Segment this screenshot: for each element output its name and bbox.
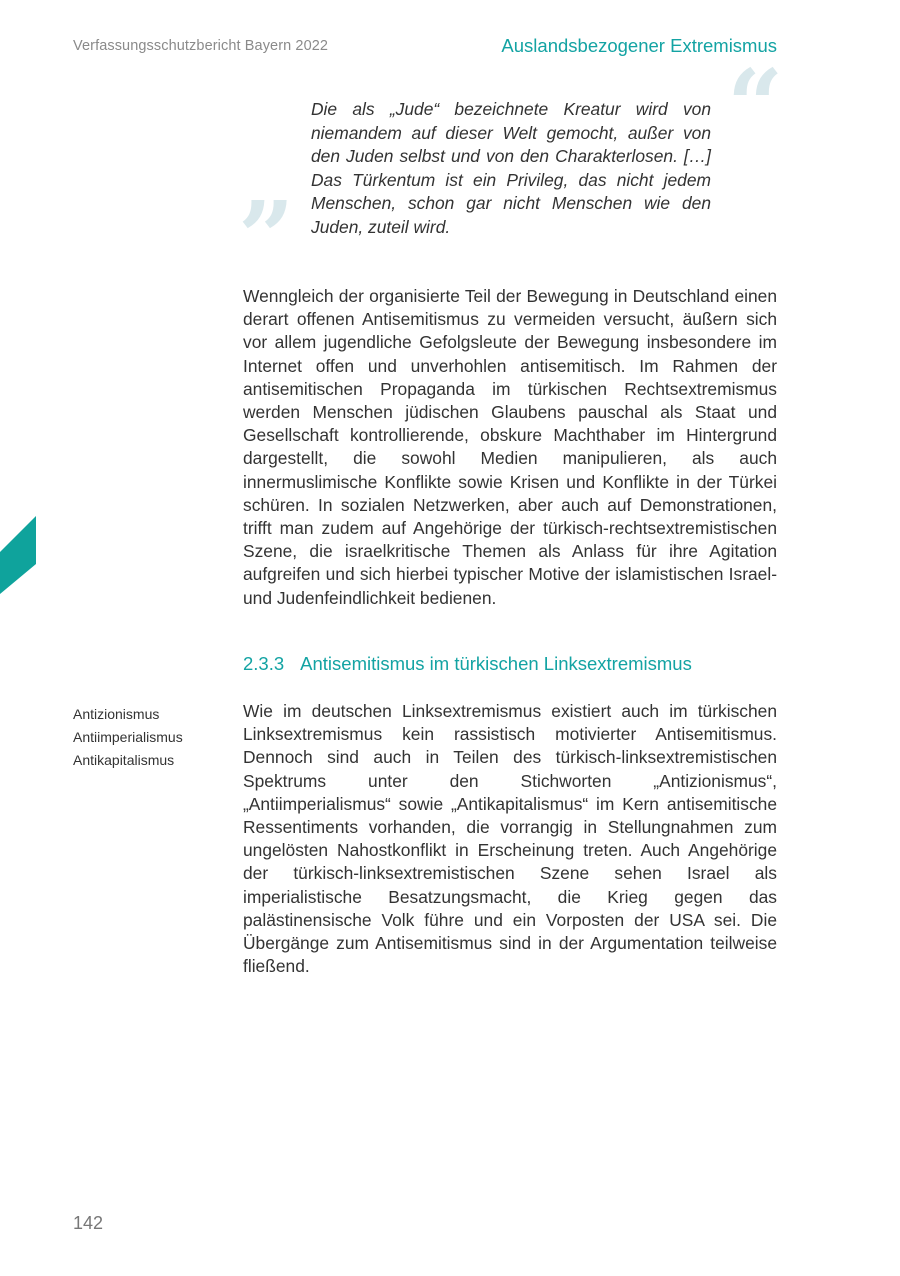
page-number: 142: [73, 1213, 104, 1233]
margin-keywords: [73, 703, 183, 772]
margin-keyword: Antikapitalismus: [73, 752, 175, 768]
chapter-side-tab-shape: [0, 516, 36, 594]
chapter-side-tab: [0, 516, 36, 594]
running-header-chapter: Auslandsbezogener Extremismus: [501, 35, 777, 56]
section-number: 2.3.3: [243, 653, 285, 674]
section-title: Antisemitismus im türkischen Linksextremismus: [300, 653, 692, 674]
body-paragraph-1: Wenngleich der organisierte Teil der Bewegung in Deutschland einen derart offenen Antisemitismus zu vermeiden versucht, äußern sich vor allem jugendliche Gefolgsleute der Bewegung insbesondere im Internet offen und unverhohlen antisemitisch. Im Rahmen der antisemitischen Propaganda im türkischen Rechtsextremismus werden Menschen jüdischen Glaubens pauschal als Staat und Gesellschaft kontrollierende, obskure Machthaber im Hintergrund dargestellt, die sowohl Medien manipulieren, als auch innermuslimische Konflikte sowie Krisen und Konflikte in der Türkei schüren. In sozialen Netzwerken, aber auch auf Demonstrationen, trifft man zudem auf Angehörige der türkisch-rechtsextremistischen Szene, die israelkritische Themen als Anlass für ihre Agitation aufgreifen und sich hierbei typischer Motive der islamistischen Israel- und Judenfeindlichkeit bedienen.: [243, 286, 777, 608]
body-paragraph-2: Wie im deutschen Linksextremismus existiert auch im türkischen Linksextremismus kein rassistisch motivierter Antisemitismus. Dennoch sind auch in Teilen des türkisch-linksextremistischen Spektrums unter den Stichworten „Antizionismus“, „Antiimperialismus“ sowie „Antikapitalismus“ im Kern antisemitische Ressentiments vorhanden, die vorrangig in Stellungnahmen zum ungelösten Nahostkonflikt in Erscheinung treten. Auch Angehörige der türkisch-linksextremistischen Szene sehen Israel als imperialistische Besatzungsmacht, die Krieg gegen das palästinensische Volk führe und ein Vorposten der USA sei. Die Übergänge zum Antisemitismus sind in der Argumentation teilweise fließend.: [243, 701, 777, 977]
margin-keyword: Antizionismus: [73, 706, 160, 722]
opening-quote-mark: “: [727, 49, 784, 164]
margin-keyword: Antiimperialismus: [73, 729, 183, 745]
closing-quote-mark: ”: [238, 181, 295, 296]
running-header-publication: Verfassungsschutzbericht Bayern 2022: [73, 38, 329, 54]
section-heading: [243, 653, 692, 675]
block-quote: Die als „Jude“ bezeichnete Kreatur wird von niemandem auf dieser Welt gemocht, außer von den Juden selbst und von den Charakterlosen. […] Das Türkentum ist ein Privileg, das nicht jedem Menschen, schon gar nicht Menschen wie den Juden, zuteil wird.: [311, 99, 711, 237]
